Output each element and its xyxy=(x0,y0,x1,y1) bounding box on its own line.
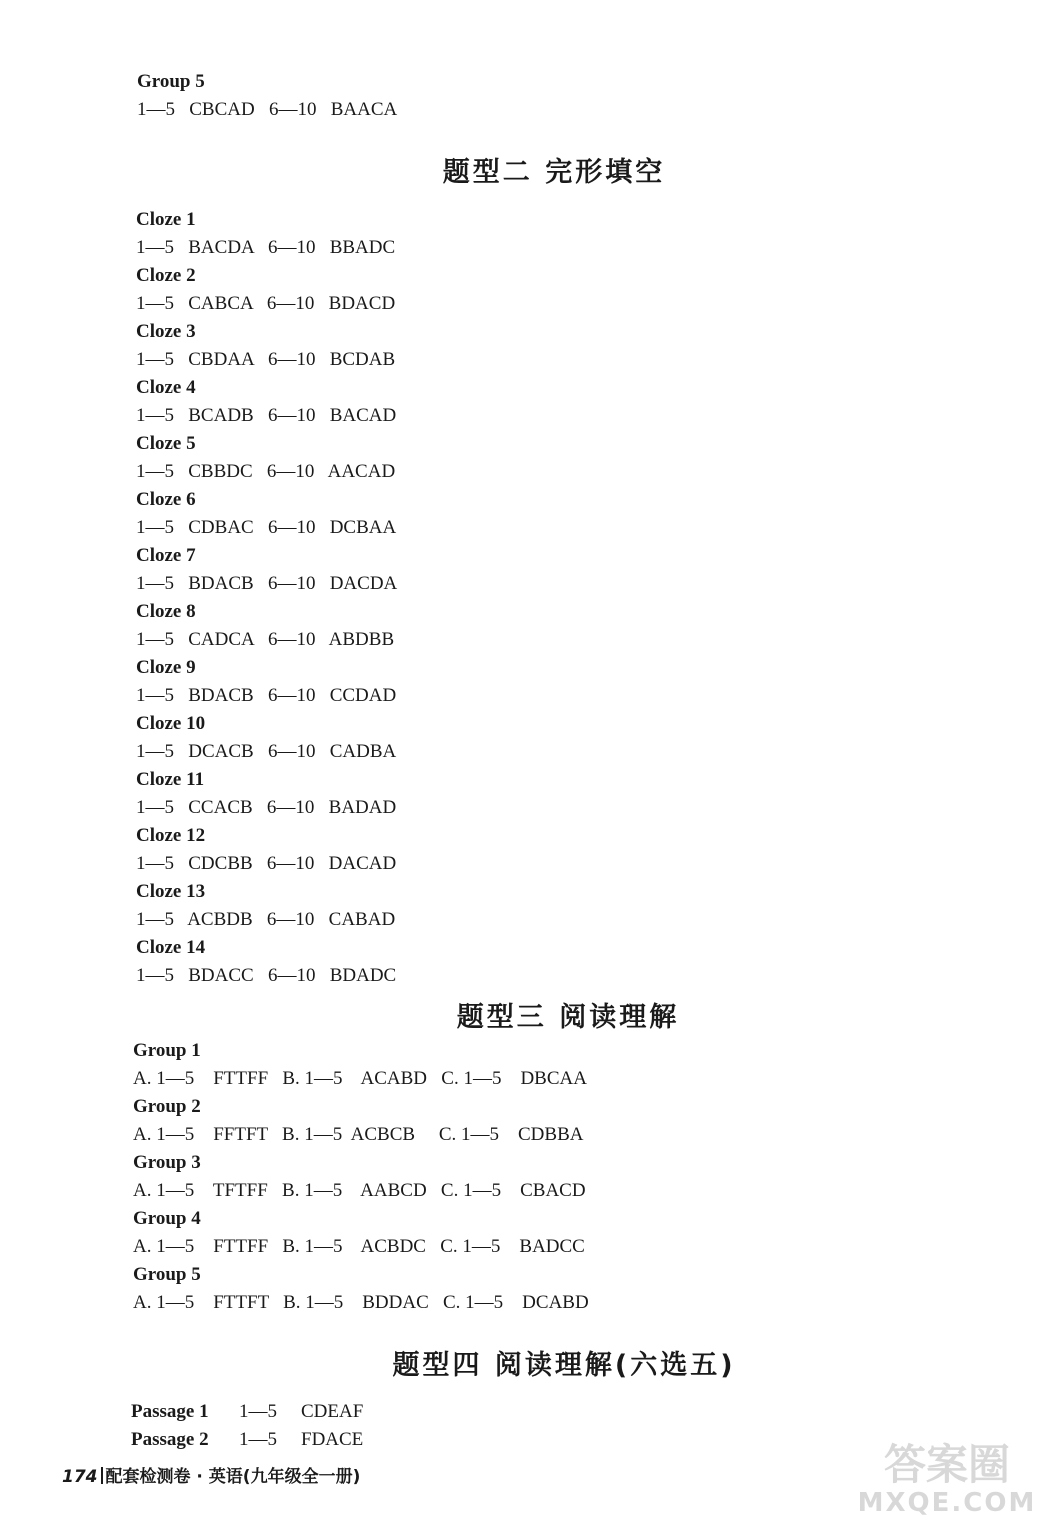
page-number: 174 xyxy=(62,1467,98,1487)
cloze-heading: Cloze 3 xyxy=(136,321,196,342)
group-heading: Group 5 xyxy=(133,1264,201,1285)
passage-heading: Passage 1 xyxy=(131,1401,209,1422)
cloze-heading: Cloze 1 xyxy=(136,209,196,230)
cloze-heading: Cloze 7 xyxy=(136,545,196,566)
passage-range: 1—5 xyxy=(239,1401,277,1422)
answer-line: 1—5 BACDA 6—10 BBADC xyxy=(136,237,396,258)
cloze-heading: Cloze 12 xyxy=(136,825,206,846)
cloze-heading: Cloze 11 xyxy=(136,769,205,790)
section-title-cloze: 题型二 完形填空 xyxy=(442,157,666,188)
answer-line: 1—5 DCACB 6—10 CADBA xyxy=(136,741,397,762)
cloze-heading: Cloze 8 xyxy=(136,601,196,622)
cloze-heading: Cloze 10 xyxy=(136,713,206,734)
passage-row xyxy=(131,1398,363,1426)
answer-line: 1—5 BDACC 6—10 BDADC xyxy=(136,965,397,986)
book-title: 配套检测卷 · 英语(九年级全一册) xyxy=(105,1467,361,1487)
cloze-heading: Cloze 5 xyxy=(136,433,196,454)
answer-line: 1—5 CADCA 6—10 ABDBB xyxy=(136,629,395,650)
watermark-text-bottom: MXQE.COM xyxy=(857,1488,1037,1518)
answer-line: 1—5 BDACB 6—10 DACDA xyxy=(136,573,398,594)
cloze-heading: Cloze 6 xyxy=(136,489,196,510)
passage-range: 1—5 xyxy=(239,1429,277,1450)
answer-line: 1—5 CDCBB 6—10 DACAD xyxy=(136,853,397,874)
passage-answer: CDEAF xyxy=(301,1401,364,1422)
answer-line: A. 1—5 FTTFF B. 1—5 ACABD C. 1—5 DBCAA xyxy=(133,1068,587,1089)
group-heading: Group 2 xyxy=(133,1096,201,1117)
answer-line: 1—5 CBBDC 6—10 AACAD xyxy=(136,461,396,482)
answer-line: 1—5 BCADB 6—10 BACAD xyxy=(136,405,397,426)
footer-divider xyxy=(101,1467,103,1484)
answer-line: 1—5 BDACB 6—10 CCDAD xyxy=(136,685,397,706)
passage-answer-list xyxy=(131,1398,363,1454)
answer-line: A. 1—5 FTTFF B. 1—5 ACBDC C. 1—5 BADCC xyxy=(133,1236,585,1257)
answer-line: A. 1—5 FTTFT B. 1—5 BDDAC C. 1—5 DCABD xyxy=(133,1292,589,1313)
page-footer xyxy=(62,1462,360,1487)
cloze-heading: Cloze 13 xyxy=(136,881,206,902)
group-heading: Group 5 xyxy=(137,71,205,92)
cloze-heading: Cloze 2 xyxy=(136,265,196,286)
group-heading: Group 3 xyxy=(133,1152,201,1173)
group-heading: Group 1 xyxy=(133,1040,201,1061)
answer-line: 1—5 CCACB 6—10 BADAD xyxy=(136,797,397,818)
passage-heading: Passage 2 xyxy=(131,1429,209,1450)
passage-row xyxy=(131,1426,363,1454)
cloze-heading: Cloze 9 xyxy=(136,657,196,678)
answer-line: 1—5 CBDAA 6—10 BCDAB xyxy=(136,349,396,370)
section-title-six-choose-five: 题型四 阅读理解(六选五) xyxy=(392,1350,736,1381)
answer-line: 1—5 CDBAC 6—10 DCBAA xyxy=(136,517,397,538)
cloze-heading: Cloze 4 xyxy=(136,377,196,398)
cloze-answer-list xyxy=(136,206,397,990)
answer-line: A. 1—5 TFTFF B. 1—5 AABCD C. 1—5 CBACD xyxy=(133,1180,586,1201)
answer-line: 1—5 CBCAD 6—10 BAACA xyxy=(137,99,398,120)
answer-line: A. 1—5 FFTFT B. 1—5 ACBCB C. 1—5 CDBBA xyxy=(133,1124,584,1145)
watermark-logo xyxy=(852,1442,1042,1526)
answer-line: 1—5 CABCA 6—10 BDACD xyxy=(136,293,396,314)
answer-line: 1—5 ACBDB 6—10 CABAD xyxy=(136,909,396,930)
section-title-reading: 题型三 阅读理解 xyxy=(456,1002,680,1033)
group5-top-block xyxy=(137,68,397,124)
passage-answer: FDACE xyxy=(301,1429,364,1450)
watermark-text-top: 答案圈 xyxy=(883,1440,1010,1489)
cloze-heading: Cloze 14 xyxy=(136,937,206,958)
group-heading: Group 4 xyxy=(133,1208,201,1229)
reading-answer-list xyxy=(133,1037,589,1317)
